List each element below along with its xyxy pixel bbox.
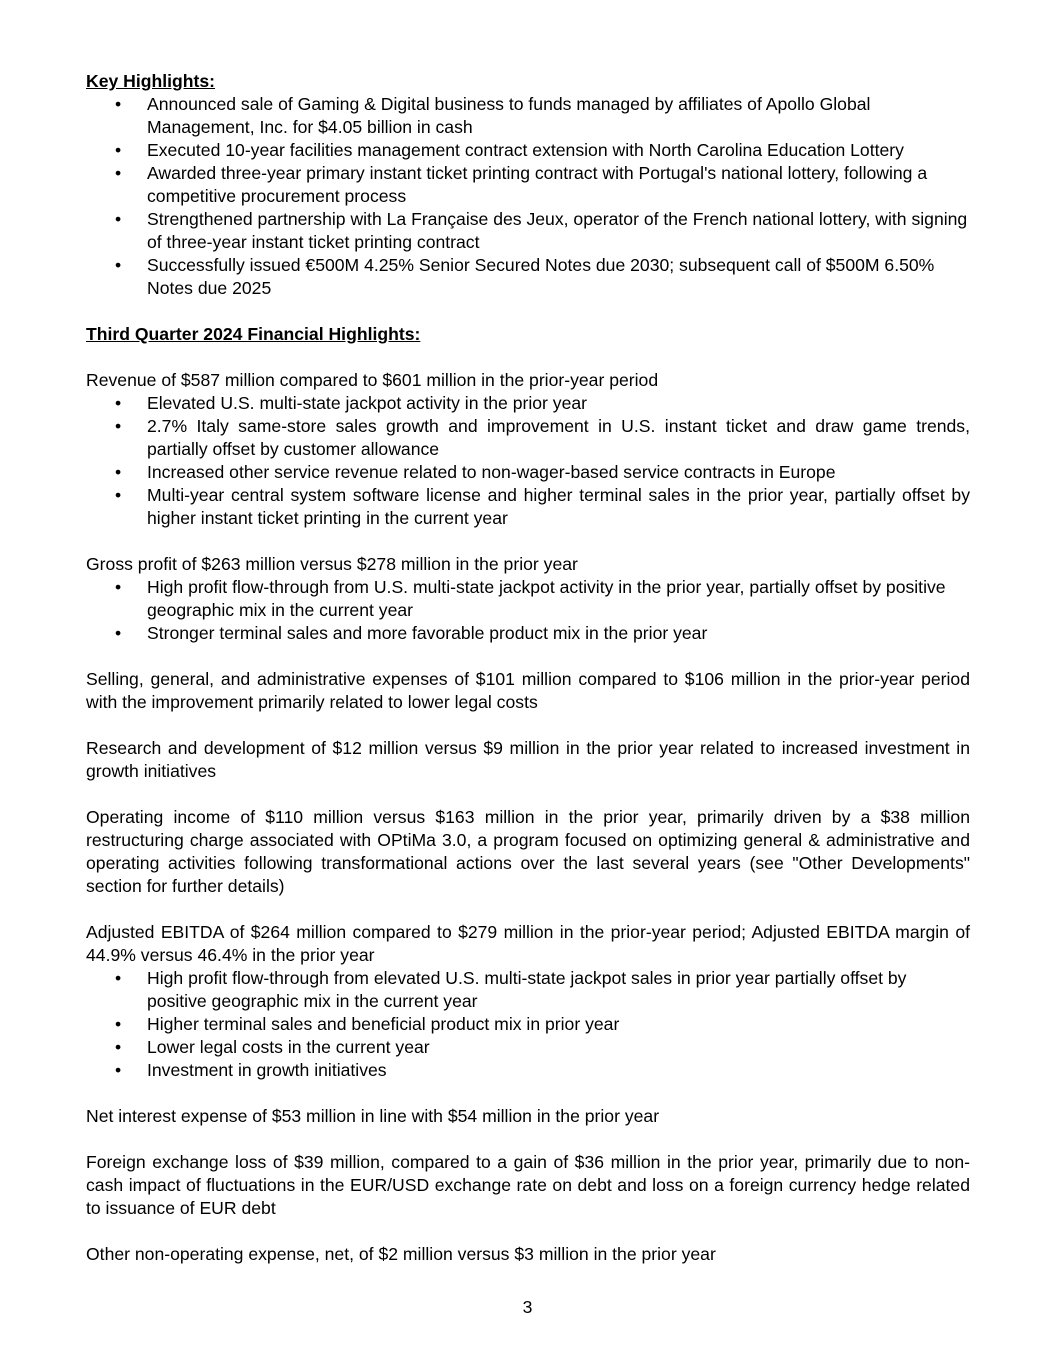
- bullet-icon: •: [115, 1014, 122, 1034]
- list-item: • High profit flow-through from elevated U.S. multi-state jackpot sales in prior year partially offset by positive geographic mix in the current year: [115, 968, 907, 1011]
- page-number: 3: [522, 1297, 533, 1317]
- revenue-paragraph: Revenue of $587 million compared to $601 million in the prior-year period: [86, 370, 659, 390]
- list-item: • Increased other service revenue related to non-wager-based service contracts in Europe: [115, 462, 836, 482]
- list-item: • Multi-year central system software license and higher terminal sales in the prior year, partially offset by higher instant ticket printing in the current year: [115, 485, 970, 528]
- document-page: [86, 70, 970, 1266]
- list-item: • Investment in growth initiatives: [115, 1060, 387, 1080]
- bullet-icon: •: [115, 968, 122, 988]
- list-item: • Executed 10-year facilities management contract extension with North Carolina Education Lottery: [115, 140, 904, 160]
- list-item: • Lower legal costs in the current year: [115, 1037, 430, 1057]
- bullet-icon: •: [115, 1037, 122, 1057]
- rnd-paragraph: Research and development of $12 million versus $9 million in the prior year related to increased investment in growth initiatives: [86, 738, 970, 781]
- bullet-icon: •: [115, 462, 122, 482]
- adjusted-ebitda-list: [86, 967, 970, 1082]
- bullet-icon: •: [115, 163, 122, 183]
- list-item: • High profit flow-through from U.S. multi-state jackpot activity in the prior year, partially offset by positive geographic mix in the current year: [115, 577, 946, 620]
- bullet-icon: •: [115, 416, 122, 436]
- bullet-icon: •: [115, 1060, 122, 1080]
- net-interest-paragraph: Net interest expense of $53 million in line with $54 million in the prior year: [86, 1106, 660, 1126]
- bullet-icon: •: [115, 255, 122, 275]
- list-item: • Awarded three-year primary instant ticket printing contract with Portugal's national lottery, following a competitive procurement process: [115, 163, 928, 206]
- key-highlights-list: [86, 93, 970, 300]
- list-item: • Announced sale of Gaming & Digital business to funds managed by affiliates of Apollo Global Management, Inc. for $4.05 billion in cash: [115, 94, 871, 137]
- bullet-icon: •: [115, 393, 122, 413]
- list-item: • Stronger terminal sales and more favorable product mix in the prior year: [115, 623, 708, 643]
- list-item: • Higher terminal sales and beneficial product mix in prior year: [115, 1014, 620, 1034]
- list-item: • Elevated U.S. multi-state jackpot activity in the prior year: [115, 393, 588, 413]
- fx-loss-paragraph: Foreign exchange loss of $39 million, compared to a gain of $36 million in the prior year, primarily due to non-cash impact of fluctuations in the EUR/USD exchange rate on debt and loss on a foreign currency hedge related to issuance of EUR debt: [86, 1152, 970, 1218]
- bullet-icon: •: [115, 485, 122, 505]
- gross-profit-list: [86, 576, 970, 645]
- bullet-icon: •: [115, 577, 122, 597]
- bullet-icon: •: [115, 623, 122, 643]
- key-highlights-heading: Key Highlights:: [86, 71, 216, 91]
- list-item: • Successfully issued €500M 4.25% Senior Secured Notes due 2030; subsequent call of $500M 6.50% Notes due 2025: [115, 255, 935, 298]
- gross-profit-paragraph: Gross profit of $263 million versus $278 million in the prior year: [86, 554, 578, 574]
- adjusted-ebitda-paragraph: Adjusted EBITDA of $264 million compared to $279 million in the prior-year period; Adjusted EBITDA margin of 44.9% versus 46.4% in the prior year: [86, 922, 970, 965]
- sga-paragraph: Selling, general, and administrative expenses of $101 million compared to $106 million in the prior-year period with the improvement primarily related to lower legal costs: [86, 669, 970, 712]
- list-item: • 2.7% Italy same-store sales growth and improvement in U.S. instant ticket and draw game trends, partially offset by customer allowance: [115, 416, 970, 459]
- bullet-icon: •: [115, 140, 122, 160]
- revenue-list: [86, 392, 970, 530]
- bullet-icon: •: [115, 94, 122, 114]
- bullet-icon: •: [115, 209, 122, 229]
- list-item: • Strengthened partnership with La Française des Jeux, operator of the French national lottery, with signing of three-year instant ticket printing contract: [115, 209, 968, 252]
- other-nonoperating-paragraph: Other non-operating expense, net, of $2 million versus $3 million in the prior year: [86, 1244, 716, 1264]
- operating-income-paragraph: Operating income of $110 million versus $163 million in the prior year, primarily driven by a $38 million restructuring charge associated with OPtiMa 3.0, a program focused on optimizing general & administrative and operating activities following transformational actions over the last several years (see "Other Developments" section for further details): [86, 807, 970, 896]
- financial-highlights-heading: Third Quarter 2024 Financial Highlights:: [86, 324, 421, 344]
